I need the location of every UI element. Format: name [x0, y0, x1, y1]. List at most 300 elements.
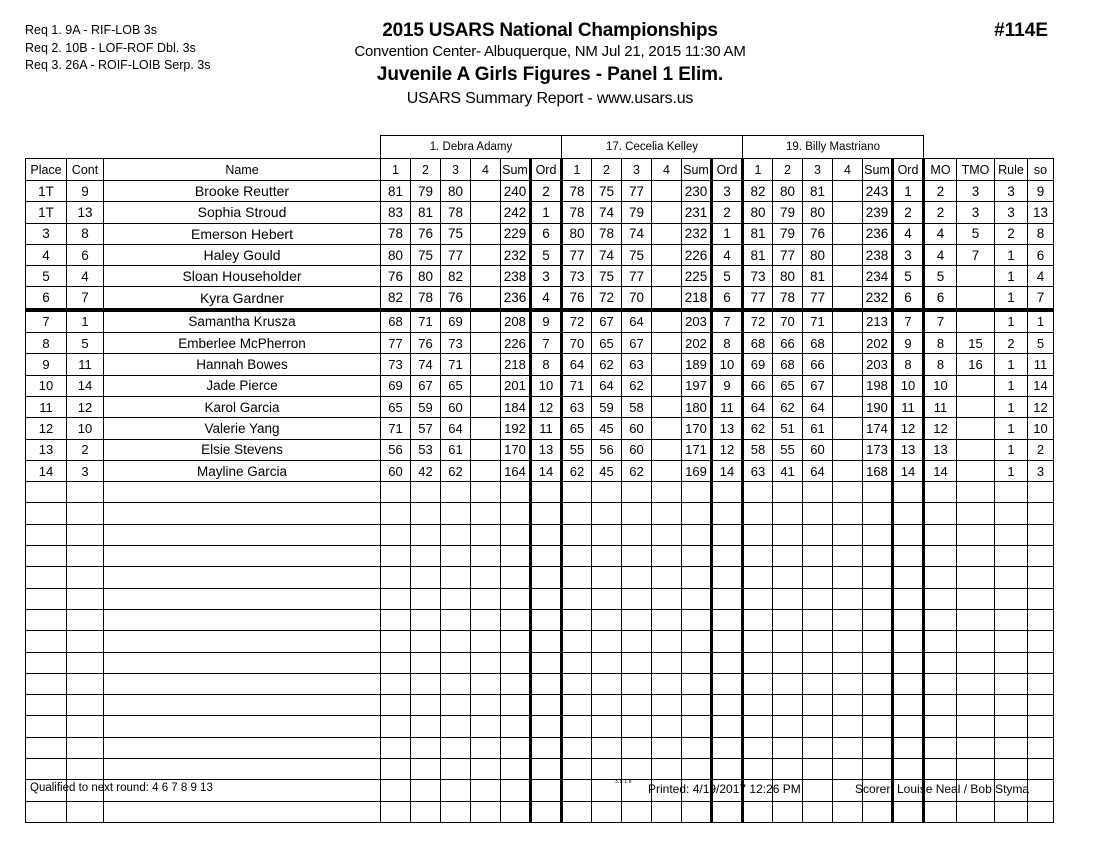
cell-rule: 1	[995, 287, 1028, 310]
cell-so: 3	[1028, 460, 1054, 481]
cell-j1-ord: 5	[531, 244, 562, 265]
cell-tmo: 15	[957, 333, 995, 354]
event-class-title: Juvenile A Girls Figures - Panel 1 Elim.	[376, 64, 724, 85]
cell-empty	[863, 482, 893, 503]
cell-empty	[592, 631, 622, 652]
cell-so: 12	[1028, 396, 1054, 417]
cell-empty	[803, 546, 833, 567]
cell-tmo	[957, 310, 995, 333]
cell-empty	[712, 588, 743, 609]
cell-j1-fig4	[471, 223, 501, 244]
col-head-j1-fig4: 4	[471, 159, 501, 181]
requirement-2: Req 2. 10B - LOF-ROF Dbl. 3s	[25, 40, 196, 55]
cell-empty	[471, 737, 501, 758]
cell-j2-fig2: 45	[592, 418, 622, 439]
cell-empty	[833, 482, 863, 503]
cell-empty	[803, 588, 833, 609]
cell-empty	[652, 695, 682, 716]
cell-empty	[652, 546, 682, 567]
cell-j1-fig1: 78	[381, 223, 411, 244]
cell-empty	[411, 524, 441, 545]
cell-j1-sum: 242	[501, 202, 531, 223]
cell-empty	[441, 652, 471, 673]
event-title: 2015 USARS National Championships	[382, 20, 718, 41]
cell-j3-fig4	[833, 354, 863, 375]
cell-j3-fig4	[833, 244, 863, 265]
cell-cont: 1	[67, 310, 104, 333]
cell-j2-fig4	[652, 396, 682, 417]
cell-j1-fig2: 80	[411, 266, 441, 287]
cell-j1-fig4	[471, 310, 501, 333]
table-row-empty	[26, 716, 1054, 737]
cell-empty	[924, 801, 957, 822]
cell-empty	[441, 695, 471, 716]
cell-j3-fig3: 60	[803, 439, 833, 460]
cell-empty	[957, 716, 995, 737]
cell-empty	[652, 609, 682, 630]
cell-cont: 9	[67, 181, 104, 202]
cell-j1-fig1: 81	[381, 181, 411, 202]
cell-j1-ord: 13	[531, 439, 562, 460]
cell-empty	[501, 503, 531, 524]
cell-empty	[381, 588, 411, 609]
cell-empty	[833, 546, 863, 567]
cell-empty	[652, 673, 682, 694]
cell-empty	[712, 546, 743, 567]
cell-empty	[957, 652, 995, 673]
cell-j3-fig2: 41	[773, 460, 803, 481]
cell-empty	[67, 546, 104, 567]
cell-j3-fig2: 80	[773, 181, 803, 202]
cell-empty	[995, 503, 1028, 524]
table-row	[26, 310, 1054, 333]
cell-empty	[712, 673, 743, 694]
judge-1-header: 1. Debra Adamy	[381, 136, 562, 159]
cell-empty	[773, 801, 803, 822]
cell-j2-fig1: 65	[562, 418, 592, 439]
cell-empty	[833, 567, 863, 588]
cell-empty	[743, 524, 773, 545]
cell-empty	[104, 801, 381, 822]
cell-empty	[501, 716, 531, 737]
col-head-tmo: TMO	[957, 159, 995, 181]
cell-empty	[773, 737, 803, 758]
title-block	[0, 20, 1100, 110]
cell-j2-fig2: 74	[592, 202, 622, 223]
cell-empty	[622, 801, 652, 822]
cell-place: 7	[26, 310, 67, 333]
cell-j1-sum: 201	[501, 375, 531, 396]
cell-j3-sum: 236	[863, 223, 893, 244]
cell-cont: 5	[67, 333, 104, 354]
cell-empty	[743, 716, 773, 737]
cell-j2-sum: 189	[682, 354, 712, 375]
cell-empty	[26, 503, 67, 524]
cell-empty	[924, 695, 957, 716]
cell-empty	[471, 695, 501, 716]
cell-rule: 1	[995, 310, 1028, 333]
cell-empty	[995, 695, 1028, 716]
cell-j3-sum: 198	[863, 375, 893, 396]
cell-empty	[531, 695, 562, 716]
cell-j2-fig1: 72	[562, 310, 592, 333]
cell-j1-fig1: 77	[381, 333, 411, 354]
cell-empty	[682, 737, 712, 758]
cell-j2-fig2: 75	[592, 266, 622, 287]
cell-place: 10	[26, 375, 67, 396]
cell-empty	[893, 801, 924, 822]
cell-j3-fig4	[833, 266, 863, 287]
cell-j3-fig4	[833, 223, 863, 244]
cell-empty	[893, 631, 924, 652]
cell-mo: 10	[924, 375, 957, 396]
col-head-j3-fig3: 3	[803, 159, 833, 181]
cell-empty	[863, 503, 893, 524]
cell-empty	[803, 801, 833, 822]
cell-j1-fig4	[471, 439, 501, 460]
table-row-empty	[26, 631, 1054, 652]
cell-empty	[592, 737, 622, 758]
cell-empty	[622, 695, 652, 716]
cell-so: 11	[1028, 354, 1054, 375]
cell-j1-fig2: 42	[411, 460, 441, 481]
cell-empty	[995, 737, 1028, 758]
cell-empty	[893, 673, 924, 694]
cell-empty	[893, 588, 924, 609]
cell-empty	[743, 546, 773, 567]
cell-j2-fig1: 78	[562, 181, 592, 202]
cell-empty	[381, 503, 411, 524]
cell-rule: 2	[995, 223, 1028, 244]
cell-empty	[471, 716, 501, 737]
cell-j1-fig1: 56	[381, 439, 411, 460]
cell-empty	[26, 588, 67, 609]
cell-empty	[893, 737, 924, 758]
table-row-empty	[26, 801, 1054, 822]
cell-j3-fig2: 62	[773, 396, 803, 417]
cell-j2-fig1: 80	[562, 223, 592, 244]
cell-empty	[957, 695, 995, 716]
cell-empty	[562, 652, 592, 673]
cell-j3-fig4	[833, 333, 863, 354]
cell-empty	[995, 652, 1028, 673]
cell-empty	[833, 759, 863, 780]
cell-empty	[441, 482, 471, 503]
cell-empty	[957, 631, 995, 652]
cell-j1-fig2: 59	[411, 396, 441, 417]
cell-empty	[411, 567, 441, 588]
cell-empty	[712, 759, 743, 780]
table-row	[26, 333, 1054, 354]
cell-j1-sum: 229	[501, 223, 531, 244]
cell-j1-sum: 184	[501, 396, 531, 417]
cell-empty	[893, 524, 924, 545]
cell-empty	[622, 567, 652, 588]
cell-empty	[592, 546, 622, 567]
col-head-j3-fig1: 1	[743, 159, 773, 181]
cell-empty	[773, 759, 803, 780]
cell-empty	[803, 673, 833, 694]
cell-empty	[773, 652, 803, 673]
cell-j2-fig4	[652, 266, 682, 287]
cell-empty	[501, 631, 531, 652]
cell-empty	[441, 737, 471, 758]
cell-j1-fig2: 76	[411, 333, 441, 354]
cell-empty	[995, 631, 1028, 652]
table-row-empty	[26, 609, 1054, 630]
cell-j2-fig4	[652, 375, 682, 396]
cell-j1-ord: 7	[531, 333, 562, 354]
cell-empty	[501, 695, 531, 716]
cell-j3-sum: 190	[863, 396, 893, 417]
cell-empty	[833, 716, 863, 737]
cell-empty	[863, 609, 893, 630]
cell-empty	[381, 609, 411, 630]
cell-j2-fig1: 64	[562, 354, 592, 375]
cell-skater-name: Mayline Garcia	[104, 460, 381, 481]
cell-j1-fig1: 73	[381, 354, 411, 375]
cell-empty	[441, 801, 471, 822]
cell-j3-sum: 234	[863, 266, 893, 287]
cell-place: 13	[26, 439, 67, 460]
cell-empty	[803, 503, 833, 524]
table-row-empty	[26, 759, 1054, 780]
cell-j3-ord: 13	[893, 439, 924, 460]
cell-empty	[441, 567, 471, 588]
cell-empty	[863, 737, 893, 758]
cell-empty	[652, 588, 682, 609]
cell-empty	[411, 546, 441, 567]
cell-j2-ord: 6	[712, 287, 743, 310]
cell-empty	[104, 482, 381, 503]
cell-j1-fig1: 82	[381, 287, 411, 310]
cell-empty	[957, 546, 995, 567]
cell-j1-fig2: 76	[411, 223, 441, 244]
cell-empty	[995, 567, 1028, 588]
cell-j3-fig3: 71	[803, 310, 833, 333]
cell-j2-ord: 14	[712, 460, 743, 481]
cell-cont: 3	[67, 460, 104, 481]
cell-empty	[1028, 567, 1054, 588]
cell-j3-fig3: 66	[803, 354, 833, 375]
cell-skater-name: Hannah Bowes	[104, 354, 381, 375]
cell-tmo	[957, 396, 995, 417]
cell-empty	[471, 567, 501, 588]
cell-empty	[863, 716, 893, 737]
cell-j1-ord: 11	[531, 418, 562, 439]
cell-empty	[381, 482, 411, 503]
table-row-empty	[26, 588, 1054, 609]
cell-empty	[441, 588, 471, 609]
cell-empty	[1028, 524, 1054, 545]
cell-empty	[441, 503, 471, 524]
cell-j2-sum: 231	[682, 202, 712, 223]
cell-j3-fig1: 81	[743, 244, 773, 265]
cell-mo: 13	[924, 439, 957, 460]
cell-empty	[441, 546, 471, 567]
cell-j3-fig2: 80	[773, 266, 803, 287]
cell-tmo	[957, 439, 995, 460]
cell-empty	[743, 695, 773, 716]
cell-empty	[471, 673, 501, 694]
cell-j1-fig3: 60	[441, 396, 471, 417]
cell-mo: 4	[924, 223, 957, 244]
cell-j2-fig2: 64	[592, 375, 622, 396]
cell-empty	[743, 801, 773, 822]
cell-j2-fig2: 62	[592, 354, 622, 375]
cell-empty	[381, 716, 411, 737]
cell-empty	[104, 737, 381, 758]
cell-j2-sum: 202	[682, 333, 712, 354]
cell-empty	[773, 567, 803, 588]
cell-empty	[924, 524, 957, 545]
cell-empty	[957, 567, 995, 588]
cell-empty	[501, 801, 531, 822]
table-row-empty	[26, 567, 1054, 588]
cell-empty	[995, 524, 1028, 545]
cell-j2-fig2: 45	[592, 460, 622, 481]
cell-empty	[893, 482, 924, 503]
cell-j1-fig2: 57	[411, 418, 441, 439]
table-row-empty	[26, 482, 1054, 503]
cell-j2-fig1: 55	[562, 439, 592, 460]
cell-j1-sum: 208	[501, 310, 531, 333]
cell-j3-fig1: 77	[743, 287, 773, 310]
col-head-j1-ord: Ord	[531, 159, 562, 181]
table-row-empty	[26, 695, 1054, 716]
cell-tmo	[957, 460, 995, 481]
cell-j3-fig1: 82	[743, 181, 773, 202]
cell-j3-sum: 168	[863, 460, 893, 481]
cell-empty	[592, 695, 622, 716]
cell-mo: 8	[924, 333, 957, 354]
version-string: 3.8.1.8	[615, 779, 632, 785]
cell-empty	[411, 801, 441, 822]
table-row	[26, 396, 1054, 417]
cell-empty	[682, 716, 712, 737]
cell-j2-fig4	[652, 223, 682, 244]
cell-empty	[26, 759, 67, 780]
cell-empty	[67, 567, 104, 588]
cell-j3-fig3: 68	[803, 333, 833, 354]
cell-so: 1	[1028, 310, 1054, 333]
cell-empty	[803, 524, 833, 545]
cell-empty	[803, 609, 833, 630]
cell-empty	[411, 737, 441, 758]
table-row-empty	[26, 673, 1054, 694]
cell-j1-fig1: 68	[381, 310, 411, 333]
cell-empty	[1028, 737, 1054, 758]
cell-empty	[957, 737, 995, 758]
cell-empty	[833, 695, 863, 716]
cell-empty	[773, 609, 803, 630]
table-row	[26, 439, 1054, 460]
cell-empty	[622, 631, 652, 652]
cell-empty	[863, 567, 893, 588]
cell-empty	[441, 716, 471, 737]
cell-empty	[773, 673, 803, 694]
cell-j2-fig4	[652, 310, 682, 333]
cell-empty	[592, 801, 622, 822]
table-row	[26, 460, 1054, 481]
cell-empty	[622, 759, 652, 780]
cell-j3-fig1: 66	[743, 375, 773, 396]
cell-empty	[411, 716, 441, 737]
cell-skater-name: Karol Garcia	[104, 396, 381, 417]
cell-empty	[957, 801, 995, 822]
cell-empty	[803, 695, 833, 716]
col-head-j2-fig4: 4	[652, 159, 682, 181]
table-row	[26, 418, 1054, 439]
cell-so: 7	[1028, 287, 1054, 310]
cell-empty	[682, 801, 712, 822]
cell-j3-ord: 5	[893, 266, 924, 287]
cell-j1-fig4	[471, 202, 501, 223]
cell-j2-fig4	[652, 418, 682, 439]
cell-empty	[531, 759, 562, 780]
cell-empty	[995, 801, 1028, 822]
cell-place: 4	[26, 244, 67, 265]
cell-j1-ord: 4	[531, 287, 562, 310]
cell-j3-fig4	[833, 287, 863, 310]
cell-empty	[562, 567, 592, 588]
cell-empty	[501, 609, 531, 630]
cell-empty	[833, 503, 863, 524]
cell-empty	[501, 673, 531, 694]
cell-empty	[712, 567, 743, 588]
cell-place: 9	[26, 354, 67, 375]
cell-empty	[104, 609, 381, 630]
col-head-j1-fig3: 3	[441, 159, 471, 181]
cell-j2-sum: 218	[682, 287, 712, 310]
cell-j1-fig2: 53	[411, 439, 441, 460]
cell-j2-fig4	[652, 439, 682, 460]
cell-j1-fig1: 69	[381, 375, 411, 396]
cell-j3-ord: 4	[893, 223, 924, 244]
cell-empty	[592, 759, 622, 780]
cell-empty	[562, 759, 592, 780]
cell-empty	[863, 546, 893, 567]
event-number: #114E	[994, 20, 1048, 41]
cell-empty	[803, 652, 833, 673]
cell-j2-fig1: 62	[562, 460, 592, 481]
cell-j3-fig1: 81	[743, 223, 773, 244]
cell-j1-ord: 14	[531, 460, 562, 481]
cell-rule: 1	[995, 439, 1028, 460]
cell-empty	[562, 524, 592, 545]
cell-empty	[67, 588, 104, 609]
cell-empty	[411, 482, 441, 503]
cell-rule: 3	[995, 202, 1028, 223]
cell-j3-sum: 243	[863, 181, 893, 202]
cell-so: 10	[1028, 418, 1054, 439]
cell-empty	[622, 673, 652, 694]
cell-j3-fig3: 81	[803, 266, 833, 287]
cell-empty	[893, 652, 924, 673]
cell-mo: 14	[924, 460, 957, 481]
cell-empty	[471, 631, 501, 652]
col-head-j1-fig2: 2	[411, 159, 441, 181]
cell-skater-name: Haley Gould	[104, 244, 381, 265]
cell-j1-fig1: 65	[381, 396, 411, 417]
cell-empty	[531, 652, 562, 673]
cell-j3-fig1: 62	[743, 418, 773, 439]
col-head-j3-sum: Sum	[863, 159, 893, 181]
cell-empty	[592, 673, 622, 694]
cell-empty	[381, 737, 411, 758]
cell-j2-fig3: 58	[622, 396, 652, 417]
cell-mo: 4	[924, 244, 957, 265]
